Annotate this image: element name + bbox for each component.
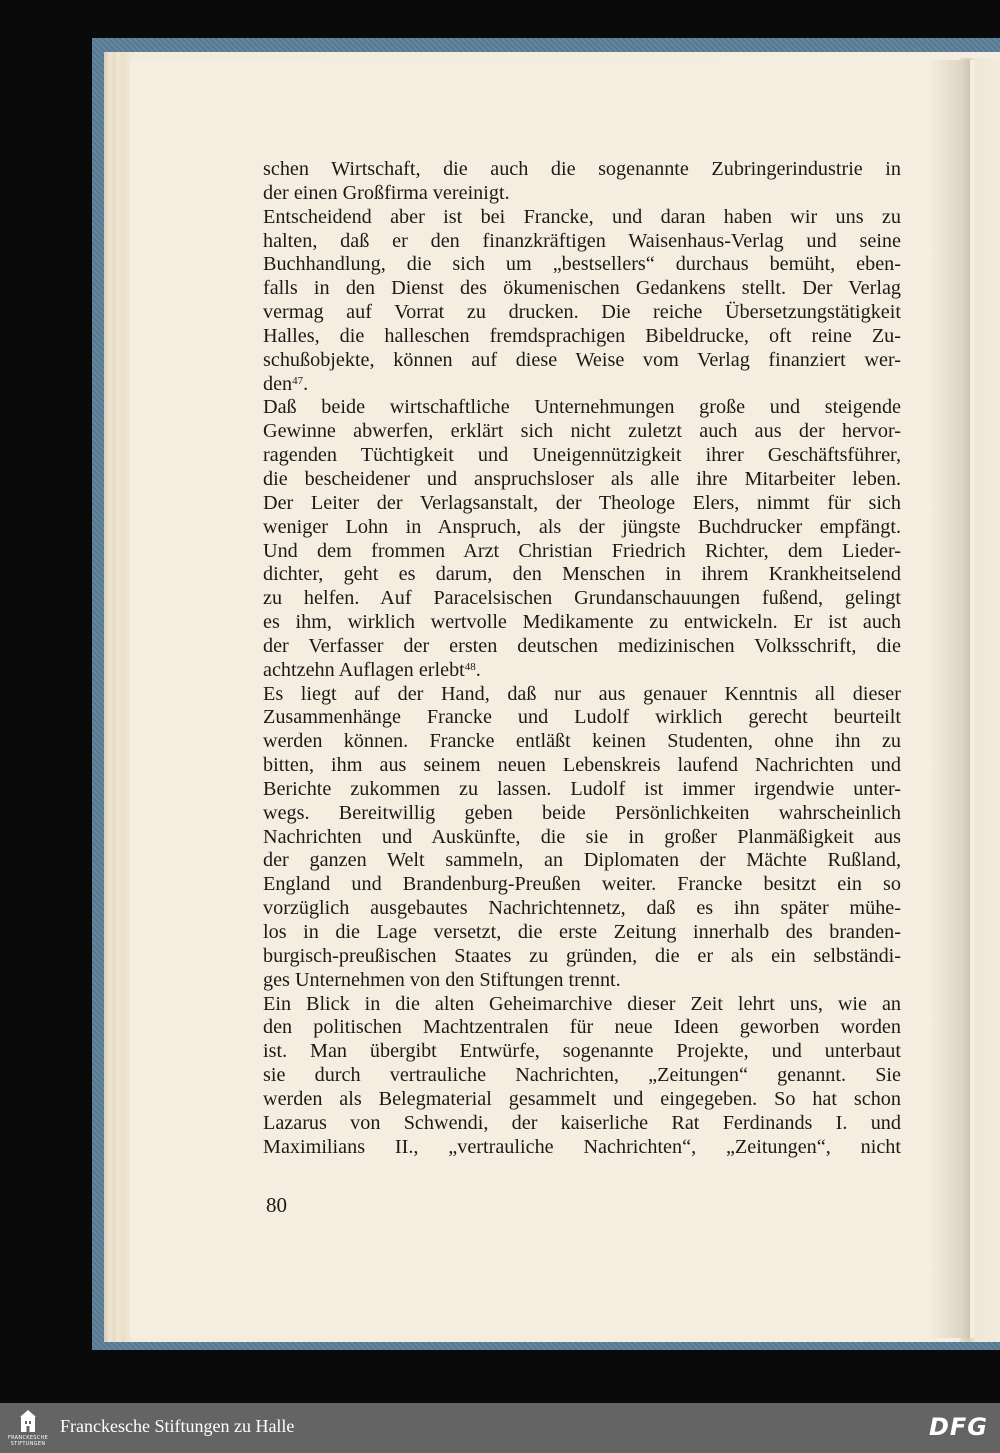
- text-fragment: den: [263, 372, 293, 395]
- text-line: Buchhandlung, die sich um „bestsellers“ durchaus bemüht, eben-: [263, 253, 901, 276]
- institution-name: Franckesche Stiftungen zu Halle: [60, 1416, 295, 1436]
- text-line: zu helfen. Auf Paracelsischen Grundanschauungen fußend, gelingt: [263, 587, 901, 610]
- footnote-ref-48[interactable]: 48: [464, 660, 476, 673]
- text-line: der einen Großfirma vereinigt.: [263, 181, 510, 204]
- text-line: es ihm, wirklich wertvolle Medikamente zu entwickeln. Er ist auch: [263, 611, 901, 634]
- body-text: [263, 158, 901, 1159]
- text-line: weniger Lohn in Anspruch, als der jüngste Buchdrucker empfängt.: [263, 515, 901, 538]
- text-fragment: .: [475, 658, 481, 681]
- text-line: Maximilians II., „vertrauliche Nachrichten“, „Zeitungen“, nicht: [263, 1135, 901, 1158]
- text-fragment: achtzehn Auflagen erlebt: [263, 658, 465, 681]
- text-line: Gewinne abwerfen, erklärt sich nicht zuletzt auch aus der hervor-: [263, 420, 901, 443]
- text-line: den politischen Machtzentralen für neue Ideen geworben worden: [263, 1016, 901, 1039]
- text-line: der ganzen Welt sammeln, an Diplomaten der Mächte Rußland,: [263, 849, 901, 872]
- text-line: vermag auf Vorrat zu drucken. Die reiche Übersetzungstätigkeit: [263, 301, 901, 324]
- text-line: halten, daß er den finanzkräftigen Waisenhaus-Verlag und seine: [263, 229, 901, 252]
- text-line: [263, 659, 901, 683]
- text-line: sie durch vertrauliche Nachrichten, „Zeitungen“ genannt. Sie: [263, 1064, 901, 1087]
- footnote-ref-47[interactable]: 47: [292, 374, 304, 387]
- logo-line-1: FRANCKESCHE: [7, 1435, 49, 1441]
- text-line: burgisch-preußischen Staates zu gründen, die er als ein selbständi-: [263, 944, 901, 967]
- text-line: der Verfasser der ersten deutschen medizinischen Volksschrift, die: [263, 634, 901, 657]
- text-line: Es liegt auf der Hand, daß nur aus genauer Kenntnis all dieser: [263, 682, 901, 705]
- building-icon: [6, 1408, 50, 1434]
- text-fragment: .: [303, 372, 309, 395]
- text-line: Zusammenhänge Francke und Ludolf wirklich gerecht beurteilt: [263, 706, 901, 729]
- text-line: Daß beide wirtschaftliche Unternehmungen große und steigende: [263, 396, 901, 419]
- page-gutter-shadow: [930, 60, 970, 1338]
- text-line: England und Brandenburg-Preußen weiter. Francke besitzt ein so: [263, 873, 901, 896]
- logo-wordmark: [6, 1435, 50, 1447]
- text-line: schußobjekte, können auf diese Weise vom Verlag finanziert wer-: [263, 348, 901, 371]
- page-number: 80: [266, 1193, 287, 1217]
- text-line: bitten, ihm aus seinem neuen Lebenskreis laufend Nachrichten und: [263, 754, 901, 777]
- text-line: werden als Belegmaterial gesammelt und eingegeben. So hat schon: [263, 1087, 901, 1110]
- logo-line-2: STIFTUNGEN: [10, 1441, 46, 1447]
- text-line: schen Wirtschaft, die auch die sogenannte Zubringerindustrie in: [263, 158, 901, 180]
- text-line: los in die Lage versetzt, die erste Zeitung innerhalb des branden-: [263, 921, 901, 943]
- text-line: die bescheidener und anspruchsloser als alle ihre Mitarbeiter leben.: [263, 467, 901, 490]
- text-line: Und dem frommen Arzt Christian Friedrich Richter, dem Lieder-: [263, 539, 901, 562]
- text-line: Der Leiter der Verlagsanstalt, der Theologe Elers, nimmt für sich: [263, 491, 901, 514]
- text-line: Berichte zukommen zu lassen. Ludolf ist immer irgendwie unter-: [263, 777, 901, 800]
- text-line: Halles, die halleschen fremdsprachigen Bibeldrucke, oft reine Zu-: [263, 324, 901, 347]
- text-line: wegs. Bereitwillig geben beide Persönlichkeiten wahrscheinlich: [263, 801, 901, 824]
- text-line: Entscheidend aber ist bei Francke, und daran haben wir uns zu: [263, 205, 901, 228]
- text-line: falls in den Dienst des ökumenischen Gedankens stellt. Der Verlag: [263, 277, 901, 300]
- dfg-logo[interactable]: DFG: [928, 1413, 988, 1441]
- franckesche-stiftungen-logo[interactable]: [6, 1408, 50, 1450]
- text-line: [263, 373, 901, 397]
- text-line: ges Unternehmen von den Stiftungen trennt.: [263, 968, 621, 991]
- text-line: ragenden Tüchtigkeit und Uneigennützigkeit ihrer Geschäftsführer,: [263, 444, 901, 467]
- text-line: vorzüglich ausgebautes Nachrichtennetz, daß es ihn später mühe-: [263, 897, 901, 920]
- viewer-footer-bar: [0, 1403, 1000, 1453]
- text-line: Lazarus von Schwendi, der kaiserliche Rat Ferdinands I. und: [263, 1111, 901, 1134]
- text-line: ist. Man übergibt Entwürfe, sogenannte Projekte, und unterbaut: [263, 1040, 901, 1063]
- text-line: Nachrichten und Auskünfte, die sie in großer Planmäßigkeit aus: [263, 825, 901, 848]
- text-line: dichter, geht es darum, den Menschen in ihrem Krankheitselend: [263, 563, 901, 586]
- text-line: Ein Blick in die alten Geheimarchive dieser Zeit lehrt uns, wie an: [263, 992, 901, 1015]
- text-line: werden können. Francke entläßt keinen Studenten, ohne ihn zu: [263, 730, 901, 753]
